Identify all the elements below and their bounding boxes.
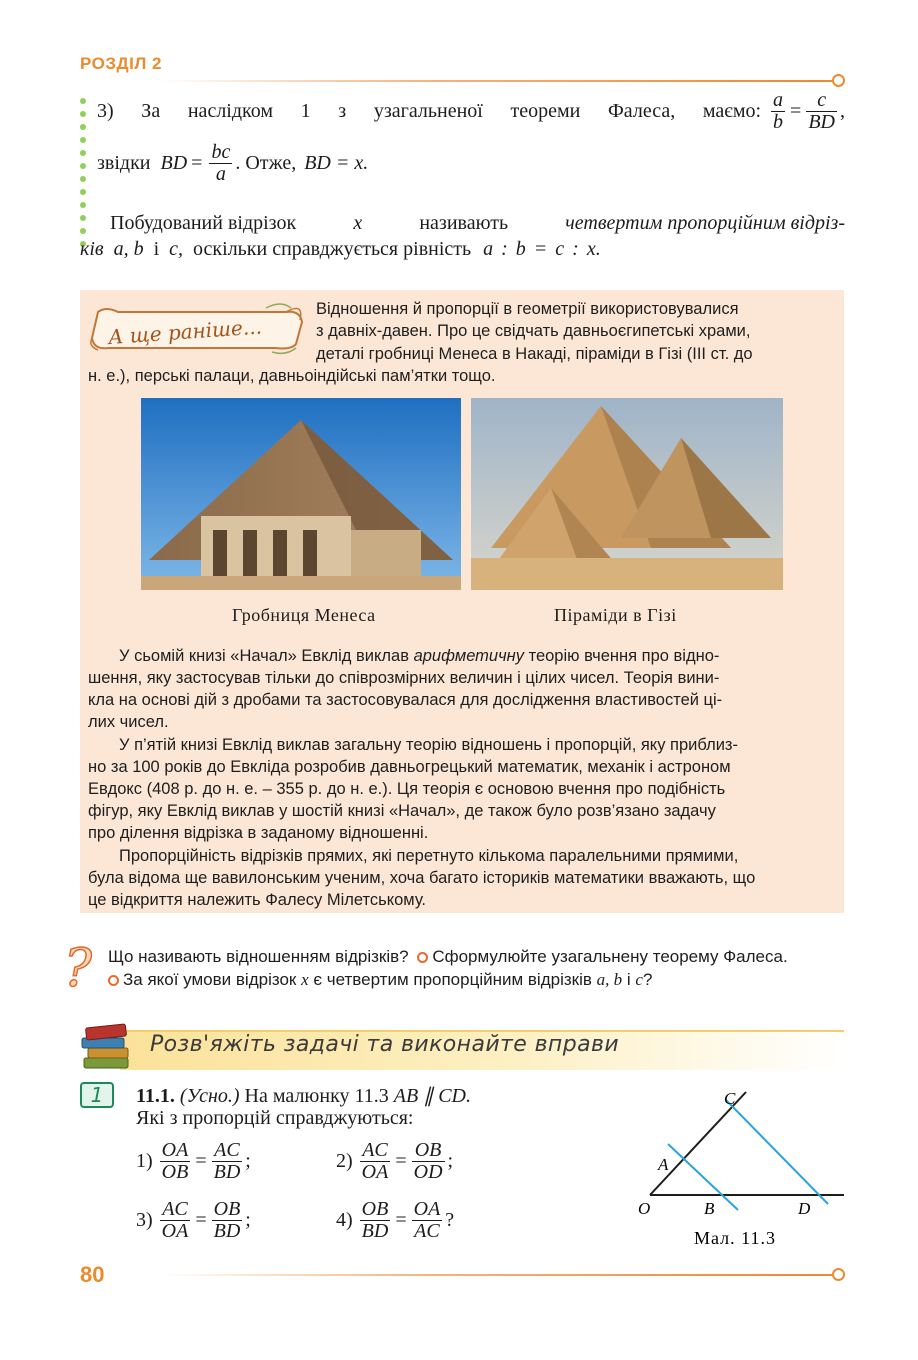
- exercise-number: 11.1.: [136, 1085, 175, 1107]
- point-a: A: [658, 1155, 669, 1174]
- question-mark-icon: [60, 942, 102, 994]
- review-question-2: Сформулюйте узагальнену теорему Фалеса.: [432, 947, 788, 966]
- history-p1-line-3: кла на основі дій з дробами та застосовувалася для дослідження властивостей ці-: [88, 691, 723, 709]
- figure-line-ab: [668, 1144, 738, 1210]
- history-p3-line-1: Пропорційність відрізків прямих, які перетнуто кількома паралельними прямими,: [119, 847, 739, 865]
- history-p1-line-2: шення, яку застосував тільки до співрозмірних величин і цілих чисел. Теорія вини-: [88, 669, 720, 687]
- exercise-11-1-line-2: Які з пропорцій справджуються:: [136, 1107, 414, 1129]
- proof-conclusion-line: звідки BD = $\frac{bc}{a}$ . Отже, BD = x.: [97, 141, 369, 185]
- option-2: 2) $\frac{AC}{OA}$ = $\frac{OB}{OD}$ ;: [336, 1139, 454, 1183]
- figure-line-cd: [726, 1100, 828, 1204]
- proof-fraction-bc-a: $\frac{bc}{a}$: [211, 141, 231, 185]
- page-number: 80: [80, 1262, 105, 1287]
- exercise-11-1-line-1: 11.1. (Усно.) На малюнку 11.3 AB ∥ CD.: [136, 1085, 471, 1107]
- history-p2-line-1: У п’ятій книзі Евклід виклав загальну теорію відношень і пропорцій, яку приблиз-: [119, 736, 738, 754]
- bullet-icon: [108, 975, 119, 986]
- history-p1-line-1: У сьомій книзі «Начал» Евклід виклав арифметичну теорію вчення про відно-: [119, 647, 720, 665]
- definition-line-1: Побудований відрізок x називають четвертим пропорційним відріз-: [110, 212, 845, 234]
- point-c: C: [724, 1089, 736, 1108]
- review-questions-line-1: [108, 946, 788, 968]
- margin-dots: [80, 98, 86, 254]
- history-ribbon-label: А ще раніше...: [107, 314, 263, 350]
- history-p2-line-2: но за 100 років до Евкліда розробив давньогрецький математик, механік і астроном: [88, 758, 731, 776]
- header-rule-end: [832, 74, 845, 87]
- proof-conclusion-expr: BD = x.: [304, 152, 369, 174]
- difficulty-level-badge: 1: [80, 1082, 114, 1108]
- giza-caption: Піраміди в Гізі: [554, 605, 677, 625]
- definition-line-2: ків a, b і c, оскільки справджується рівність a : b = c : x.: [80, 238, 601, 260]
- tomb-photo: [141, 398, 461, 590]
- option-3: 3) $\frac{AC}{OA}$ = $\frac{OB}{BD}$ ;: [136, 1198, 251, 1242]
- history-ribbon: [86, 302, 308, 356]
- proof-equals: =: [790, 100, 802, 122]
- review-question-3: За якої умови відрізок: [123, 970, 297, 989]
- proof-fraction-c-bd: $\frac{c}{BD}$: [808, 89, 835, 133]
- proof-comma: ,: [840, 100, 845, 122]
- proof-fraction-a-b: $\frac{a}{b}$: [773, 89, 784, 133]
- section-label: РОЗДІЛ 2: [80, 54, 162, 73]
- history-intro-3: деталі гробниці Менеса в Накаді, піраміди в Гізі (ІІІ ст. до: [316, 345, 753, 363]
- history-intro-1: Відношення й пропорції в геометрії використовувалися: [316, 300, 739, 318]
- history-p2-line-4: фігур, яку Евклід виклав у шостій книзі «Начал», де також було розв’язано задачу: [88, 802, 716, 820]
- point-b: B: [704, 1199, 715, 1218]
- history-p2-line-5: про ділення відрізка в заданому відношенні.: [88, 824, 429, 842]
- figure-11-3: [630, 1080, 850, 1260]
- history-p1-line-4: лих чисел.: [88, 713, 169, 731]
- proof-step-line: [97, 90, 845, 133]
- option-1: 1) $\frac{OA}{OB}$ = $\frac{AC}{BD}$ ;: [136, 1139, 251, 1183]
- history-intro-2: з давніх-давен. Про це свідчать давньоєгипетські храми,: [316, 322, 751, 340]
- exercises-banner-title: Розв'яжіть задачі та виконайте вправи: [150, 1032, 620, 1057]
- review-questions-line-2: За якої умови відрізок x є четвертим пропорційним відрізків a, b і c?: [108, 969, 652, 991]
- point-d: D: [798, 1199, 811, 1218]
- point-o: O: [638, 1199, 651, 1218]
- figure-caption: Мал. 11.3: [694, 1228, 776, 1248]
- header-rule: [160, 80, 832, 82]
- proof-whence: звідки: [97, 152, 151, 174]
- proof-bd-label: BD: [160, 152, 188, 174]
- exercise-oral: (Усно.): [179, 1085, 240, 1107]
- books-icon: [80, 1018, 132, 1072]
- option-4: 4) $\frac{OB}{BD}$ = $\frac{OA}{AC}$ ?: [336, 1198, 455, 1242]
- svg-text:?: ?: [64, 942, 92, 994]
- history-p2-line-3: Евдокс (408 р. до н. е. – 355 р. до н. е.). Ця теорія є основою вчення про подібність: [88, 780, 726, 798]
- bullet-icon: [417, 952, 428, 963]
- giza-photo: [471, 398, 783, 590]
- footer-rule: [160, 1274, 832, 1276]
- footer-rule-end: [832, 1268, 845, 1281]
- history-p3-line-2: була відома ще вавилонським ученим, хоча багато істориків математики вважають, що: [88, 869, 756, 887]
- proof-step-text: 3) За наслідком 1 з узагальненої теореми Фалеса, маємо:: [97, 100, 762, 122]
- review-question-1: Що називають відношенням відрізків?: [108, 947, 409, 966]
- history-intro-4: н. е.), перські палаци, давньоіндійські пам’ятки тощо.: [88, 367, 496, 385]
- tomb-caption: Гробниця Менеса: [232, 605, 376, 625]
- proof-conclusion-prefix: . Отже,: [235, 152, 297, 174]
- history-p3-line-3: це відкриття належить Фалесу Мілетському.: [88, 891, 427, 909]
